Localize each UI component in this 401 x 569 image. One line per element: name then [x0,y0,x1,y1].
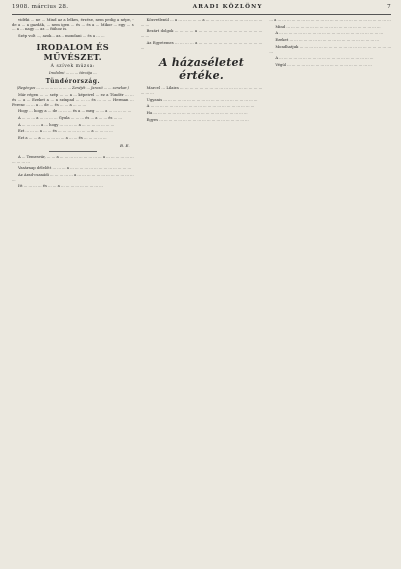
signature: B. E. [119,142,130,148]
masthead [12,4,391,14]
feature-paragraph: Ugyanis ... ... ... ... ... ... ... ... ... ... ... ... ... ... ... ... ... ... ... ... [146,97,258,102]
continuation-paragraph: A ... ... ... ... ... ... ... ... ... ... ... ... ... ... ... ... ... ... ... ... [275,56,374,61]
continuation-paragraph: Ezeket ... ... ... ... ... ... ... ... ... ... ... ... ... ... ... ... ... ... ... [275,38,379,43]
news-item: Közvetlenül ... a ... ... ... ... ... a ... ... ... ... ... ... ... ... ... ... ... ... ... ... [140,18,263,27]
feature-paragraph: Ha ... ... ... ... ... ... ... ... ... ... ... ... ... ... ... ... ... ... ... ... [146,111,248,116]
news-item: Bezárt dolgok ... ... ... ... a ... ... ... ... ... ... ... ... ... ... ... ... ... ... ... [140,29,263,39]
continuation-paragraph: Végül ... ... ... ... ... ... ... ... ... ... ... ... ... ... ... ... ... ... [275,62,372,67]
news-item: Itt ... ... ... ... és ... ... a ... ... ... ... ... ... ... ... ... [18,184,103,189]
divider [49,151,98,152]
body-paragraph: A ... ... ... a ... ... ... ... Gyula ... ... ... és ... a ... ... és ... ... [18,116,122,121]
news-item: Vasárnap délelőtt ... ... ... a ... ... ... ... ... ... ... ... ... ... ... ... ... [18,166,132,171]
intro-paragraph: Szép volt ..., azok... az... mondani ... és a ... ... [18,34,105,39]
right-column [269,18,391,566]
continuation-paragraph: Mind ... ... ... ... ... ... ... ... ... ... ... ... ... ... ... ... ... ... ... ... [275,24,381,29]
columns [12,18,391,566]
feature-title: A házaséletet értéke. [159,56,244,83]
section-title: IRODALOM ÉS MŰVÉSZET. [36,41,110,62]
continuation-paragraph: A ... ... ... ... ... ... ... ... ... ... ... ... ... ... ... ... ... ... ... ... ... ... [275,31,383,36]
feature-paragraph: A ... ... ... ... ... ... ... ... ... ... ... ... ... ... ... ... ... ... ... ... ... ... [146,104,255,109]
body-paragraph: Ezt ... ... ... a ... ... és ... ... ... ... ... ... ... a ... ... ... ... [18,129,113,134]
news-item: A ... Temesvár, ... ... a ... ... ... ... ... ... ... ... ... a ... ... ... ... ... ... ... ... ... ... [12,154,134,164]
body-paragraph: A ... ... ... ... a ... hogy ... ... ... ... a ... ... ... ... ... ... ... [18,122,115,127]
continuation-paragraph: ... a ... ... ... ... ... ... ... ... ... ... ... ... ... ... ... ... ... ... ... ... ... ... ... ... [269,18,391,22]
feature-paragraph: Egyes ... ... ... ... ... ... ... ... ... ... ... ... ... ... ... ... ... ... ... [146,117,249,122]
page-number: 7 [387,4,391,10]
body-paragraph: Hogy ... hogy a ... de ... ... ... és a ... meg ... ... a ... ... ... ... ... [18,109,132,114]
left-column [12,18,134,566]
news-item: Az Egyetemes ... ... ... ... a ... ... ... ... ... ... ... ... ... ... ... ... ... ... [140,40,263,50]
piece-title: Tündérország. [45,77,101,85]
middle-column [141,18,263,566]
byline: Irodalmi ... ... ... tárcája ... [49,70,97,75]
feature-paragraph: Marcel ... Lilaira ... ... ... ... ... ... ... ... ... ... ... ... ... ... ... ... ... ... ... ... [140,86,263,95]
continuation-paragraph: Mondhatjuk ... ... ... ... ... ... ... ... ... ... ... ... ... ... ... ... ... ... ... ... [269,44,392,54]
body-paragraph: Már régen ... ... szép ... ... a ... képeivel ... ez a Tündér ... ... és ... a ... Ezeket a ... a színpad ... ... ... és ... ... ... Herman ... Ferenc ... ... a ... de ... és ... ... a ... ... ... [12,93,134,107]
news-item: Az Arad-csanádi ... ... ... ... ... a ... ... ... ... ... ... ... ... ... ... ... ... ... [12,172,134,182]
issue-date: 1908. március 28. [12,4,69,10]
section-subtitle: A szívek múzsa: [50,63,95,69]
piece-note: (Regényes ... ... ... ... ... ... ... ... Zenéjét ... Jancsó ... ... zenekar.) [16,85,129,90]
body-paragraph: Ezt a ... ... a ... ... ... ... ... a ... ... és ... ... ... ... ... [18,136,107,141]
paper-title: ARADI KÖZLÖNY [192,4,263,10]
masthead-rule [12,14,391,15]
intro-paragraph: vidéki ... ne ... Mind az a lelkes, érzése, nem pedig a népe, - de a ... a gazdák, ... nem igen ... és ... és a ... Mikor ... egy ... s ... a ... nagy ... az ... fiúhoz is. [12,18,134,32]
